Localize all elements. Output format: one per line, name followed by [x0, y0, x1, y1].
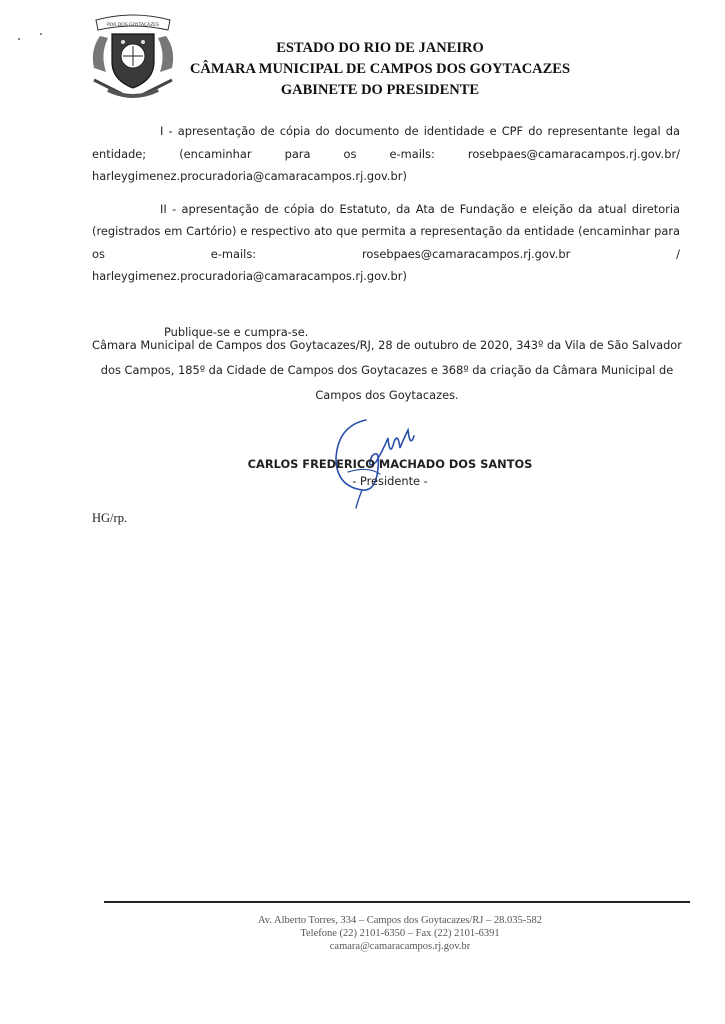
scan-speck — [40, 33, 42, 35]
footer-divider — [104, 901, 690, 903]
signer-name: CARLOS FREDERICO MACHADO DOS SANTOS — [247, 457, 533, 471]
signer-role: - Presidente - — [352, 474, 428, 488]
scan-speck — [18, 38, 20, 40]
publication-order: Publique-se e cumpra-se. — [164, 324, 309, 339]
item-i-paragraph: I - apresentação de cópia do documento de identidade e CPF do representante legal da entidade; (encaminhar para os e-mails: rosebpaes@camaracampos.rj.gov.br/ harleygimenez.procuradoria@camaracampos.rj.gov.br) — [92, 124, 680, 183]
footer-email: camara@camaracampos.rj.gov.br — [329, 941, 471, 952]
footer — [150, 914, 650, 953]
typist-initials: HG/rp. — [92, 511, 128, 525]
document-body — [92, 120, 680, 343]
coat-of-arms-icon — [88, 10, 178, 102]
state-title: ESTADO DO RIO DE JANEIRO — [276, 40, 484, 56]
crest-banner-text: POR DOS GOYTACAZES — [106, 23, 160, 28]
footer-address: Av. Alberto Torres, 334 – Campos dos Goytacazes/RJ – 28.035-582 — [258, 915, 542, 926]
letterhead — [170, 38, 590, 101]
footer-phone: Telefone (22) 2101-6350 – Fax (22) 2101-6391 — [300, 928, 500, 939]
item-ii-paragraph: II - apresentação de cópia do Estatuto, da Ata de Fundação e eleição da atual diretoria (registrados em Cartório) e respectivo ato que permita a representação da entidade (encaminhar para os e-mails: rosebpaes@camaracampos.rj.gov.br / harleygimenez.procuradoria@camaracampos.rj.gov.br) — [92, 201, 680, 283]
chamber-title: CÂMARA MUNICIPAL DE CAMPOS DOS GOYTACAZES — [189, 61, 571, 77]
place-date-paragraph: Câmara Municipal de Campos dos Goytacazes/RJ, 28 de outubro de 2020, 343º da Vila de São Salvador dos Campos, 185º da Cidade de Campos dos Goytacazes e 368º da criação da Câmara Municipal de Campos dos Goytacazes. — [92, 338, 682, 402]
office-title: GABINETE DO PRESIDENTE — [280, 82, 480, 98]
